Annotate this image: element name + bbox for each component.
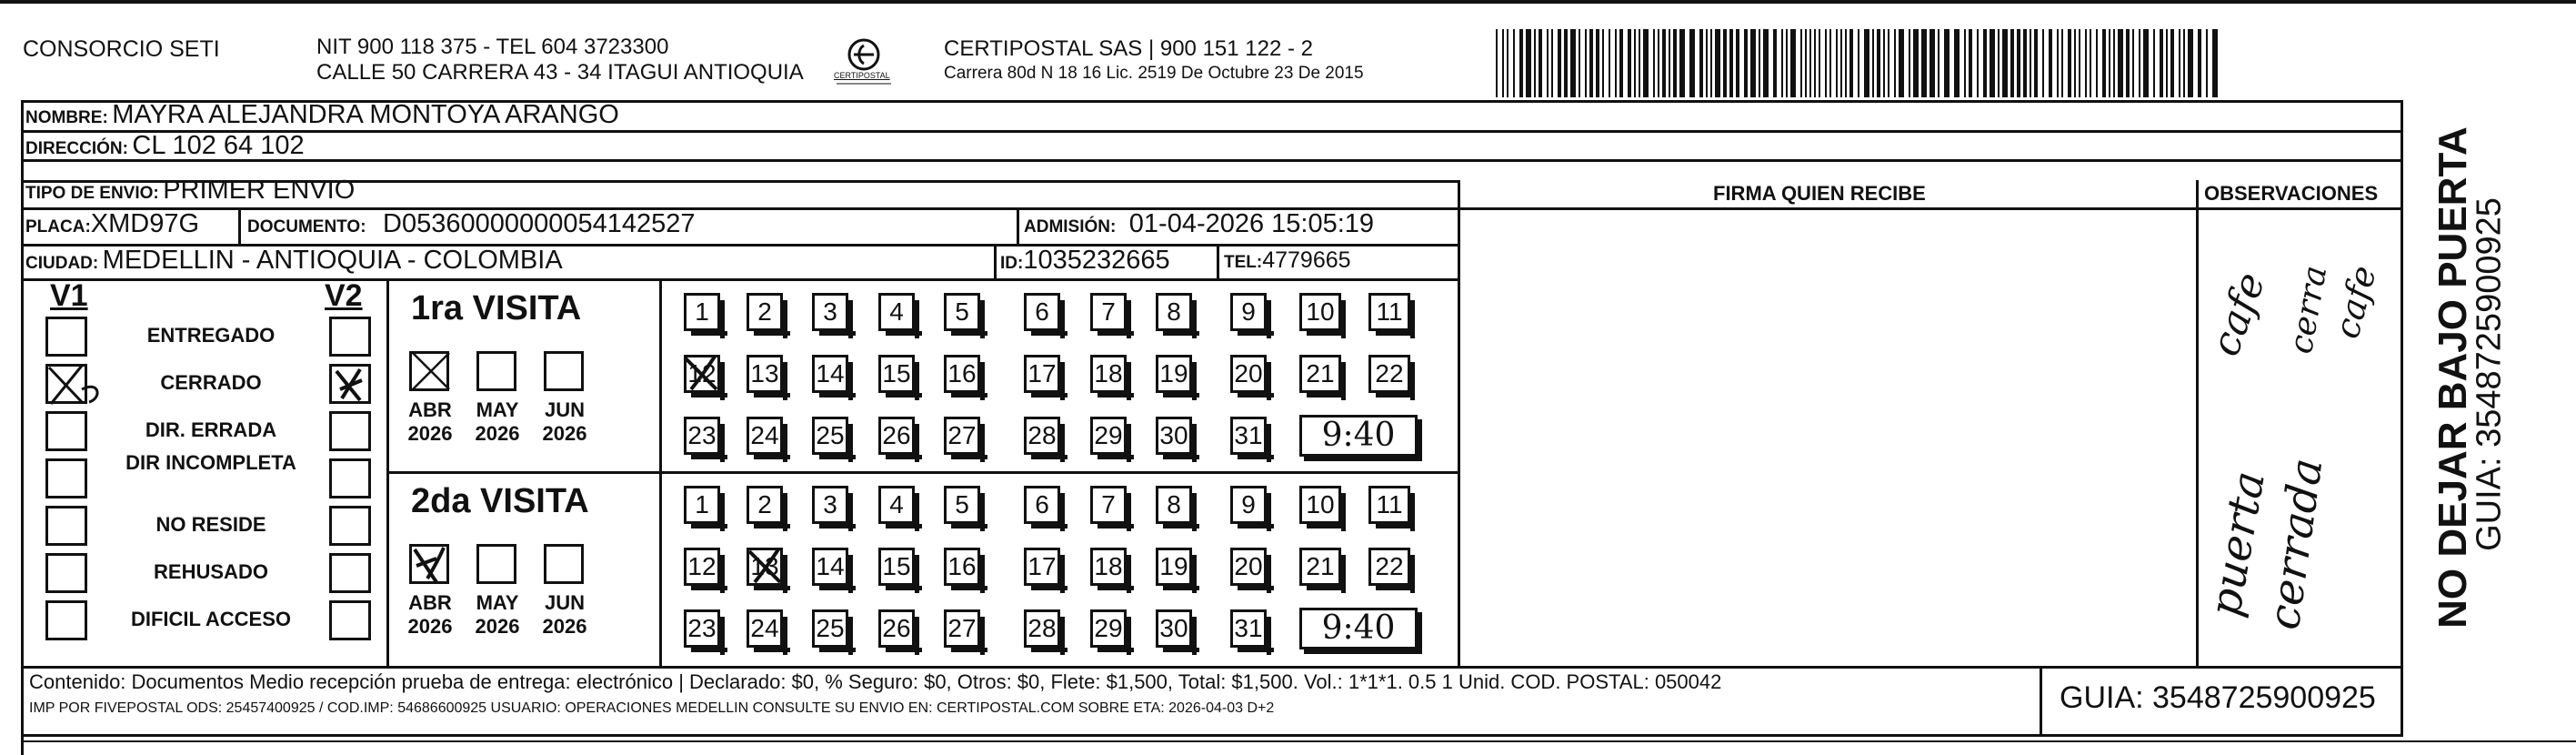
- barcode-bar: [2143, 29, 2149, 97]
- day-box[interactable]: 20: [1230, 548, 1267, 586]
- day-box[interactable]: 10: [1299, 486, 1341, 524]
- day-box[interactable]: 5: [944, 486, 980, 524]
- barcode-bar: [2166, 29, 2168, 97]
- day-box[interactable]: 5: [944, 293, 980, 331]
- barcode-bar: [2096, 29, 2098, 97]
- form-frame: [21, 100, 2403, 737]
- tipo-label: TIPO DE ENVIO:: [25, 184, 159, 203]
- barcode-bar: [1809, 29, 1811, 97]
- barcode-bar: [1729, 29, 1733, 97]
- barcode-bar: [1954, 29, 1960, 97]
- barcode-bar: [2049, 29, 2052, 97]
- barcode-bar: [2061, 29, 2063, 97]
- v1-checkbox[interactable]: [45, 458, 87, 498]
- barcode-bar: [1526, 29, 1531, 97]
- tipo-row: [25, 176, 355, 206]
- v1-checkbox[interactable]: [45, 411, 87, 451]
- v2-checkbox[interactable]: [329, 411, 371, 451]
- placa-label: PLACA:: [25, 217, 91, 237]
- barcode-bar: [1921, 29, 1927, 97]
- tipo-value: PRIMER ENVIO: [163, 176, 356, 205]
- barcode-bar: [1964, 29, 1966, 97]
- day-box[interactable]: 8: [1156, 293, 1192, 331]
- v1-checkbox[interactable]: [45, 506, 87, 546]
- obs-word-2: cerra: [2282, 263, 2335, 357]
- barcode-bar: [1564, 29, 1568, 97]
- x-mark-icon: [329, 362, 375, 412]
- footer-guia: GUIA: 3548725900925: [2060, 680, 2376, 715]
- day-box[interactable]: 25: [812, 609, 848, 648]
- id-label: ID:: [1000, 254, 1024, 273]
- certipostal-line1: CERTIPOSTAL SAS | 900 151 122 - 2: [944, 36, 1313, 61]
- day-box[interactable]: 23: [684, 417, 720, 455]
- tel-row: [1224, 247, 1351, 274]
- barcode-bar: [1639, 29, 1640, 97]
- month-checkbox[interactable]: [544, 544, 584, 584]
- barcode-bar: [1819, 29, 1820, 97]
- day-box[interactable]: 11: [1368, 293, 1410, 331]
- barcode-bar: [1744, 29, 1748, 97]
- month-label: [533, 591, 596, 639]
- day-box[interactable]: 11: [1368, 486, 1410, 524]
- ciudad-label: CIUDAD:: [25, 254, 99, 273]
- barcode-bar: [1750, 29, 1756, 97]
- nombre-label: NOMBRE:: [25, 108, 108, 127]
- month-checkbox[interactable]: [544, 351, 584, 391]
- x-mark-icon: [409, 542, 453, 590]
- day-box[interactable]: 30: [1156, 417, 1192, 455]
- footer-line1: Contenido: Documentos Medio recepción prueba de entrega: electrónico | Declarado: $0, % Seguro: $0, Otros: $0, Flete: $1,500, Total: $1,500. Vol.: 1*1*1. 0.5 1 Unid. COD. POSTAL: 050042: [29, 670, 1722, 693]
- day-box[interactable]: 31: [1230, 609, 1267, 648]
- barcode-bar: [2079, 29, 2080, 97]
- barcode-bar: [1643, 29, 1649, 97]
- day-box[interactable]: 26: [878, 609, 915, 648]
- barcode-bar: [1814, 29, 1816, 97]
- company-name: CONSORCIO SETI: [23, 36, 220, 62]
- barcode-bar: [1800, 29, 1802, 97]
- day-box[interactable]: 23: [684, 609, 720, 648]
- barcode-bar: [1845, 29, 1847, 97]
- barcode-bar: [2034, 29, 2038, 97]
- day-box[interactable]: 14: [812, 355, 848, 393]
- documento-value: D05360000000054142527: [383, 209, 696, 238]
- v2-checkbox[interactable]: [329, 458, 371, 498]
- barcode-bar: [1496, 29, 1498, 97]
- observaciones-header: OBSERVACIONES: [2204, 182, 2379, 205]
- barcode-bar: [1998, 29, 2000, 97]
- visit-time[interactable]: 9:40: [1299, 608, 1418, 649]
- day-box[interactable]: 1: [684, 293, 720, 331]
- barcode-bar: [1913, 29, 1919, 97]
- barcode-bar: [2002, 29, 2008, 97]
- id-row: [1000, 246, 1170, 276]
- v2-checkbox[interactable]: [329, 553, 371, 593]
- placa-row: [25, 209, 199, 239]
- barcode-bar: [2198, 29, 2201, 97]
- day-box[interactable]: 18: [1090, 355, 1127, 393]
- certipostal-line2: Carrera 80d N 18 16 Lic. 2519 De Octubre 23 De 2015: [944, 64, 1364, 83]
- side-line2: GUIA: 3548725900925: [2470, 197, 2509, 551]
- v2-checkbox[interactable]: [329, 600, 371, 640]
- day-box[interactable]: 3: [812, 486, 848, 524]
- day-box[interactable]: 2: [747, 293, 783, 331]
- day-box[interactable]: 29: [1090, 609, 1127, 648]
- v2-label: V2: [325, 278, 363, 313]
- obs-word-3: cafe: [2326, 261, 2384, 343]
- nit-line: NIT 900 118 375 - TEL 604 3723300: [316, 35, 669, 59]
- address-line: CALLE 50 CARRERA 43 - 34 ITAGUI ANTIOQUIA: [316, 60, 804, 85]
- month-label: [533, 398, 596, 446]
- id-value: 1035232665: [1023, 246, 1170, 275]
- barcode-bar: [1969, 29, 1972, 97]
- x-mark-icon: [680, 351, 724, 399]
- day-box[interactable]: 26: [878, 417, 915, 455]
- barcode-bar: [1883, 29, 1885, 97]
- barcode-bar: [2118, 29, 2123, 97]
- barcode-bar: [1877, 29, 1880, 97]
- barcode-bar: [1547, 29, 1549, 97]
- documento-label: DOCUMENTO:: [247, 217, 366, 237]
- v1-checkbox[interactable]: [45, 600, 87, 640]
- barcode-bar: [1723, 29, 1727, 97]
- barcode-bar: [1983, 29, 1987, 97]
- barcode-bar: [1589, 29, 1593, 97]
- barcode-bar: [2132, 29, 2134, 97]
- obs-word-5: cerrada: [2258, 455, 2333, 633]
- v2-checkbox[interactable]: [329, 506, 371, 546]
- visit-time[interactable]: 9:40: [1299, 415, 1418, 457]
- admision-row: [1024, 209, 1374, 239]
- barcode-bar: [1790, 29, 1796, 97]
- barcode-bar: [1836, 29, 1838, 97]
- month-label: [398, 591, 462, 639]
- status-label: ENTREGADO: [146, 324, 276, 347]
- barcode-bar: [1699, 29, 1703, 97]
- day-box[interactable]: 27: [944, 609, 980, 648]
- status-label: DIR. ERRADA: [145, 418, 277, 441]
- barcode-bar: [1736, 29, 1739, 97]
- documento-row: [247, 209, 696, 239]
- month-checkbox[interactable]: [476, 544, 516, 584]
- direccion-value: CL 102 64 102: [132, 131, 305, 160]
- day-box[interactable]: 15: [878, 355, 915, 393]
- barcode-bar: [1781, 29, 1783, 97]
- barcode-bar: [1858, 29, 1859, 97]
- barcode-bar: [2212, 29, 2218, 97]
- barcode-bar: [2139, 29, 2140, 97]
- barcode-bar: [1710, 29, 1712, 97]
- day-box[interactable]: 28: [1024, 609, 1060, 648]
- barcode-bar: [1570, 29, 1576, 97]
- visit-title: 2da VISITA: [411, 482, 589, 520]
- v1-checkbox[interactable]: [45, 553, 87, 593]
- tel-value: 4779665: [1262, 247, 1351, 273]
- barcode-bar: [1825, 29, 1827, 97]
- barcode-bar: [2160, 29, 2163, 97]
- barcode-bar: [1864, 29, 1869, 97]
- month-year: 2026: [475, 615, 520, 638]
- barcode-bar: [1899, 29, 1904, 97]
- day-box[interactable]: 19: [1156, 548, 1192, 586]
- barcode-bar: [1872, 29, 1874, 97]
- day-box[interactable]: 31: [1230, 417, 1267, 455]
- barcode-bar: [1673, 29, 1677, 97]
- barcode-bar: [2102, 29, 2106, 97]
- barcode-bar: [1888, 29, 1889, 97]
- nombre-value: MAYRA ALEJANDRA MONTOYA ARANGO: [112, 100, 619, 129]
- day-box[interactable]: 17: [1024, 355, 1060, 393]
- day-box[interactable]: 29: [1090, 417, 1127, 455]
- barcode-bar: [1609, 29, 1610, 97]
- barcode-bar: [1634, 29, 1636, 97]
- day-box[interactable]: 6: [1024, 293, 1060, 331]
- side-vertical-text: [2410, 127, 2519, 637]
- barcode-bar: [1502, 29, 1504, 97]
- barcode-bar: [1539, 29, 1542, 97]
- day-box[interactable]: 30: [1156, 609, 1192, 648]
- day-box[interactable]: 14: [812, 548, 848, 586]
- admision-label: ADMISIÓN:: [1024, 217, 1117, 237]
- month-name: ABR: [408, 398, 452, 421]
- day-box[interactable]: 4: [878, 486, 915, 524]
- x-mark-icon: [45, 362, 109, 412]
- barcode-bar: [1585, 29, 1587, 97]
- barcode-bar: [2074, 29, 2076, 97]
- day-box[interactable]: 19: [1156, 355, 1192, 393]
- month-year: 2026: [407, 615, 453, 638]
- month-name: ABR: [408, 591, 452, 614]
- barcode-bar: [1849, 29, 1853, 97]
- barcode-bar: [1551, 29, 1553, 97]
- barcode-bar: [1579, 29, 1580, 97]
- barcode-bar: [1519, 29, 1523, 97]
- month-name: MAY: [476, 591, 519, 614]
- barcode-bar: [1944, 29, 1950, 97]
- day-box[interactable]: 21: [1299, 548, 1341, 586]
- day-box[interactable]: 7: [1090, 293, 1127, 331]
- barcode-bar: [1615, 29, 1617, 97]
- day-box[interactable]: 24: [747, 417, 783, 455]
- status-label: REHUSADO: [154, 560, 268, 583]
- status-label: DIFICIL ACCESO: [130, 608, 291, 630]
- day-box[interactable]: 3: [812, 293, 848, 331]
- status-label: NO RESIDE: [155, 513, 266, 536]
- barcode-bar: [2183, 29, 2185, 97]
- barcode-bar: [2170, 29, 2174, 97]
- barcode-bar: [2085, 29, 2087, 97]
- day-box[interactable]: 22: [1368, 548, 1410, 586]
- v2-checkbox[interactable]: [329, 317, 371, 357]
- month-checkbox[interactable]: [476, 351, 516, 391]
- barcode-bar: [2030, 29, 2031, 97]
- barcode-bar: [2023, 29, 2027, 97]
- month-label: [398, 398, 462, 446]
- barcode-bar: [1706, 29, 1708, 97]
- barcode-bar: [1534, 29, 1536, 97]
- barcode-bar: [2206, 29, 2208, 97]
- month-year: 2026: [407, 422, 453, 445]
- day-box[interactable]: 18: [1090, 548, 1127, 586]
- day-box[interactable]: 28: [1024, 417, 1060, 455]
- firma-header: FIRMA QUIEN RECIBE: [1713, 182, 1926, 205]
- day-box[interactable]: 4: [878, 293, 915, 331]
- tel-label: TEL:: [1224, 253, 1263, 272]
- day-box[interactable]: 16: [944, 355, 980, 393]
- day-box[interactable]: 12: [684, 355, 720, 393]
- day-box[interactable]: 7: [1090, 486, 1127, 524]
- day-box[interactable]: 17: [1024, 548, 1060, 586]
- barcode-bar: [1929, 29, 1935, 97]
- barcode-bar: [2057, 29, 2059, 97]
- day-box[interactable]: 6: [1024, 486, 1060, 524]
- direccion-label: DIRECCIÓN:: [25, 139, 128, 158]
- ciudad-row: [25, 246, 563, 276]
- day-box[interactable]: 9: [1230, 293, 1267, 331]
- x-mark-icon: [744, 544, 787, 592]
- side-line1: NO DEJAR BAJO PUERTA: [2431, 126, 2475, 629]
- barcode-bar: [2113, 29, 2115, 97]
- day-box[interactable]: 21: [1299, 355, 1341, 393]
- barcode-bar: [1658, 29, 1659, 97]
- observations-handwriting: [2200, 218, 2401, 664]
- day-box[interactable]: 9: [1230, 486, 1267, 524]
- certipostal-logo: [832, 36, 896, 91]
- barcode-bar: [1558, 29, 1561, 97]
- barcode-bar: [2090, 29, 2091, 97]
- barcode-bar: [2126, 29, 2130, 97]
- admision-value: 01-04-2026 15:05:19: [1128, 209, 1375, 238]
- day-box[interactable]: 22: [1368, 355, 1410, 393]
- barcode-bar: [1938, 29, 1940, 97]
- barcode-bar: [2179, 29, 2180, 97]
- day-box[interactable]: 20: [1230, 355, 1267, 393]
- x-mark-icon: [409, 349, 453, 398]
- barcode-bar: [1679, 29, 1685, 97]
- barcode-bar: [1662, 29, 1666, 97]
- barcode-bar: [2153, 29, 2155, 97]
- day-box[interactable]: 12: [684, 548, 720, 586]
- visit-title: 1ra VISITA: [411, 289, 582, 327]
- day-box[interactable]: 10: [1299, 293, 1341, 331]
- obs-word-4: puerta: [2199, 467, 2275, 621]
- nombre-row: [25, 100, 619, 130]
- month-year: 2026: [542, 422, 587, 445]
- day-box[interactable]: 15: [878, 548, 915, 586]
- day-box[interactable]: 13: [747, 548, 783, 586]
- month-name: JUN: [544, 591, 585, 614]
- barcode-bar: [1653, 29, 1655, 97]
- status-label: CERRADO: [160, 371, 262, 394]
- day-box[interactable]: 27: [944, 417, 980, 455]
- barcode-bar: [1909, 29, 1910, 97]
- barcode-bar: [2017, 29, 2020, 97]
- day-box[interactable]: 1: [684, 486, 720, 524]
- barcode-bar: [2188, 29, 2193, 97]
- barcode-bar: [1596, 29, 1599, 97]
- month-label: [466, 398, 529, 446]
- barcode-bar: [1715, 29, 1720, 97]
- barcode-bar: [1990, 29, 1995, 97]
- barcode-bar: [2109, 29, 2110, 97]
- month-label: [466, 591, 529, 639]
- barcode-bar: [2068, 29, 2071, 97]
- barcode-bar: [1977, 29, 1979, 97]
- barcode: [1496, 29, 2223, 97]
- v1-label: V1: [50, 278, 88, 313]
- footer-line2: IMP POR FIVEPOSTAL ODS: 25457400925 / COD.IMP: 54686600925 USUARIO: OPERACIONES MEDELLIN CONSULTE SU ENVIO EN: CERTIPOSTAL.COM SOBRE ETA: 2026-04-03 D+2: [29, 700, 1275, 716]
- barcode-bar: [1602, 29, 1604, 97]
- day-box[interactable]: 2: [747, 486, 783, 524]
- v1-checkbox[interactable]: [45, 317, 87, 357]
- ciudad-value: MEDELLIN - ANTIOQUIA - COLOMBIA: [102, 246, 563, 275]
- logo-text: CERTIPOSTAL: [834, 71, 890, 80]
- barcode-bar: [1619, 29, 1623, 97]
- barcode-bar: [1507, 29, 1509, 97]
- barcode-bar: [1840, 29, 1842, 97]
- month-name: MAY: [476, 398, 519, 421]
- barcode-bar: [1894, 29, 1896, 97]
- day-box[interactable]: 8: [1156, 486, 1192, 524]
- barcode-bar: [1759, 29, 1760, 97]
- direccion-row: [25, 131, 305, 161]
- day-box[interactable]: 24: [747, 609, 783, 648]
- placa-value: XMD97G: [90, 209, 200, 238]
- barcode-bar: [1669, 29, 1670, 97]
- barcode-bar: [1689, 29, 1695, 97]
- status-label: DIR INCOMPLETA: [125, 451, 296, 474]
- barcode-bar: [1628, 29, 1631, 97]
- barcode-bar: [1786, 29, 1788, 97]
- month-name: JUN: [544, 398, 585, 421]
- day-box[interactable]: 16: [944, 548, 980, 586]
- barcode-bar: [1763, 29, 1769, 97]
- barcode-bar: [1773, 29, 1777, 97]
- month-year: 2026: [542, 615, 587, 638]
- month-year: 2026: [475, 422, 520, 445]
- barcode-bar: [1805, 29, 1807, 97]
- barcode-bar: [2042, 29, 2044, 97]
- day-box[interactable]: 25: [812, 417, 848, 455]
- barcode-bar: [2010, 29, 2014, 97]
- day-box[interactable]: 13: [747, 355, 783, 393]
- barcode-bar: [1513, 29, 1515, 97]
- barcode-bar: [1829, 29, 1831, 97]
- obs-word-1: cafe: [2201, 266, 2275, 363]
